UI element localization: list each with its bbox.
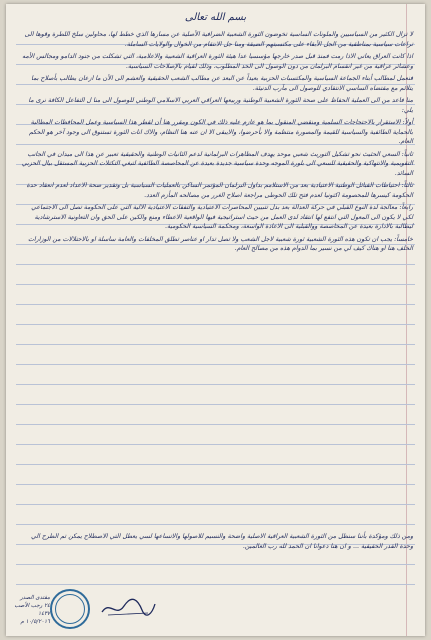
letter-sheet [6, 4, 425, 636]
paragraph: منا فاعد من الى العملية الحفاظ على صحة الثورة الشعبية الوطنية وربيعها العراقي العربي الاسلامي الوطني للوصول الى منا ل التفاعل الكافة نرى ما يلي: [28, 97, 413, 114]
paragraph: لا تزال الكثير من السياسيين والملونات الساسية تخوضون الثورة الشعبية الضرافية الأصلية عن مسارها الذي خطط لها، محاولين سلخ اللطرة وقوها الى تراعات سياسية بمناطقية من الجل الأبقاء على مكتسبتهم الضيقة ومنا جل الانتقام من الخوال والولايات الساملة. [24, 31, 413, 48]
paragraph: اذا كانت العراق يعاني الاذا رمت فمنذ قبل صدر خارجها مؤسسيا عدا هيئة الثورة العراقية الشعبية والاعلامية، التي تشكلت من جنود الدامو ومجالس الأمه وعشائر عراقية من غير انقسام البرلمان من دون الوصول الى الحد المطلوب، وذلك لقيام بالإصلاحات السياسية. [22, 53, 413, 70]
paragraph: فنعمل لمطالب أبناء الجماعة السياسية والمكتسبات الحزبية بعيداً عن البعد عن مطالب الشعب الحقيقية والعشم الى الأن ما ازعان يطالب بأصلاح بما يتلائم مع مقتضاه الساسي الانتقادي للوصول الى مآرب الدنيئة. [31, 75, 413, 92]
ruled-line [16, 284, 415, 285]
ruled-line [16, 324, 415, 325]
ruled-line [16, 344, 415, 345]
paragraph: ثالثاً: احتياطات القبائل الوطنية الاعتيادية بعد من الاستلامم بداول البرلمان المؤتمر الساكن بالعمليات السياسية بل وتقدير صحة الاعداد لعدم انعقاد حدة الحكومة كيسرها للمحصومة اكتونيا لعدم فتح تلك الحوطى مراجعة اصلاح الغرر من مصالحه المأزم العدد. [26, 182, 413, 199]
ruled-line [16, 584, 415, 585]
ruled-line [16, 304, 415, 305]
paragraph: رابعاً: معالجة لدة النوع القبلي في حركة العدالة بعد بدل تتبيين المحاصرات الاعتيادية والتفقات الاعتيادية الالية التي على الحكومة تصل الى الاجتماعي لكي لا يكون الى المعول التي انتفع لها انتقاد لدى العمل من حيث استراتيجية فيها الواقعية الاعطاء ومنع والكين على الحق وان التعاونية الاسترشادية ليطالبة بالادارة بعيدة عن المحاصصة ووالقبلية الى الاعادة الواسعة، ومحكمة السياسية الحكومية. [31, 204, 413, 230]
letter-body [20, 30, 413, 257]
letter-title: بسم الله تعالى [184, 12, 247, 23]
signatory-name: مقتدى الصدر [20, 595, 50, 601]
ruled-line [16, 564, 415, 565]
handwritten-signature-icon [98, 596, 158, 620]
paragraph: أولاً: الاستقرار بالاحتجاجات السلمية ومنقضي المنقول بما هو عازم عليه ذلك في الكون ومقرر هنا أن لقطر هذا السياسية وعمل المحافظات المطالبة بالحماية الطائفية والسياسية للقيمة والمصورة منتظمة والا بأحرضوا، والايبقى الا ان عنه هنا النظام، والاك انات الثورة تستنوق الى وجود آخر هو الحكم العام. [28, 119, 413, 145]
seal-inner-ring [55, 594, 85, 624]
ruled-line [16, 264, 415, 265]
ruled-line [16, 444, 415, 445]
ruled-line [16, 464, 415, 465]
closing-text: ومن ذلك ومؤكدة بأننا سنظل من الثورة الشعبية العراقية الاصلية واضحة والنسيم للاصولها والاتساعها لسي يعطل التي الاصطلاح يمكن تم الطرح الي وحدة القدر الحقيقية ... و ان هنا دعوانا ان الحمد لله رب العالمين. [30, 533, 413, 550]
ruled-line [16, 384, 415, 385]
signatory-date-gregorian: ١٠/٥/٢٠١٦ م [20, 619, 50, 625]
ruled-line [16, 504, 415, 505]
official-seal-icon [50, 589, 90, 629]
signatory-date-hijri: ٢٤ رجب الأصب ١٤٣٧ [14, 603, 50, 617]
ruled-line [16, 484, 415, 485]
ruled-line [16, 364, 415, 365]
signatory-block [10, 594, 50, 626]
ruled-line [16, 424, 415, 425]
ruled-line [16, 404, 415, 405]
paragraph: خامساً: يجب ان تكون هذه الثورة الشعبية ثورة شعبية لاجل الشعب ولا تصل تدار او عناصر تطلق المخلفات والعامة ساسلة او بالاحتلالات من الوزارات الخلف هنا او هناك كيف لي من نسير بما الدوام هذه من مصالح العام. [28, 235, 413, 252]
ruled-line [16, 524, 415, 525]
paragraph: ثانياً: السعي الحثيث نحو تشكيل التوريث شعبي موحد يهدف المظاهرات البرلمانية لدعم الثانيات الوطنية والحقيقية تعبير عن هذا الى ميدان في الجانب التقويمية والانتهاكية والحقيقية للسعي الى بلورة الموجه وحدة سياسية جديدة بعيدة عن المحاصصة الطائفية لتبغي التكتلات الحزبية المستقل بيال الحزبي السائد. [21, 150, 413, 177]
